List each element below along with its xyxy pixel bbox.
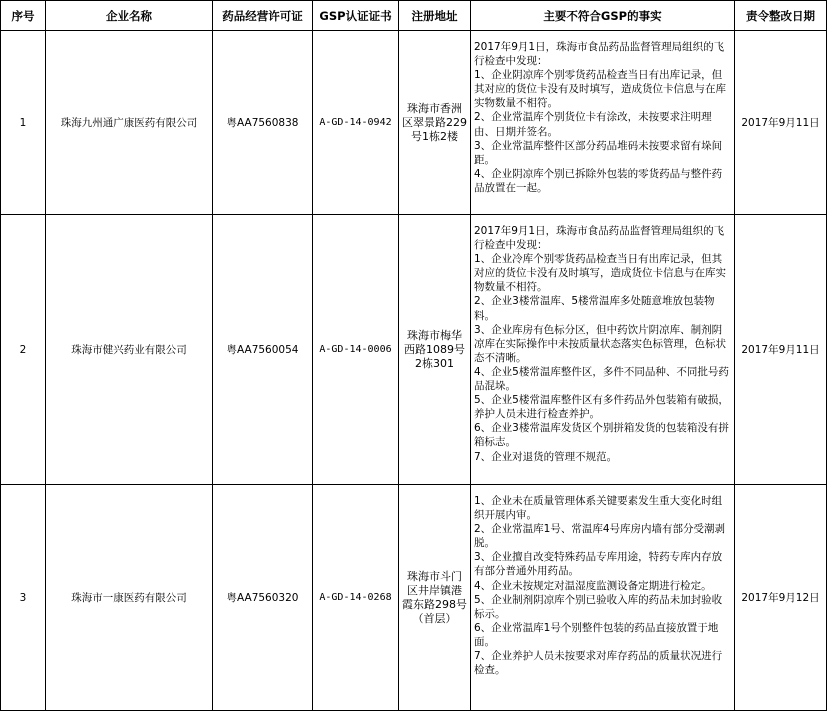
fact-item: 2、企业常温库1号、常温库4号库房内墙有部分受潮剥脱。 <box>474 523 726 550</box>
header-company: 企业名称 <box>46 1 213 31</box>
table-row <box>1 485 827 711</box>
cell-seq: 1 <box>1 31 46 215</box>
header-facts: 主要不符合GSP的事实 <box>471 1 735 31</box>
fact-item: 3、企业常温库整件区部分药品堆码未按要求留有垛间距。 <box>474 139 723 166</box>
fact-item: 5、企业制剂阴凉库个别已验收入库的药品未加封验收标示。 <box>474 593 723 620</box>
cell-deadline: 2017年9月11日 <box>735 31 827 215</box>
cell-deadline: 2017年9月12日 <box>735 485 827 711</box>
header-license: 药品经营许可证 <box>213 1 313 31</box>
table-row <box>1 215 827 485</box>
cell-license: 粤AA7560054 <box>213 215 313 485</box>
header-address: 注册地址 <box>399 1 471 31</box>
fact-item: 4、企业未按规定对温湿度监测设备定期进行检定。 <box>474 579 712 592</box>
cell-facts <box>471 215 735 485</box>
fact-item: 6、企业常温库1号个别整件包装的药品直接放置于地面。 <box>474 621 719 648</box>
fact-item: 4、企业阴凉库个别已拆除外包装的零货药品与整件药品放置在一起。 <box>474 167 723 194</box>
cell-deadline: 2017年9月11日 <box>735 215 827 485</box>
fact-item: 1、企业未在质量管理体系关键要素发生重大变化时组织开展内审。 <box>474 495 723 522</box>
fact-item: 7、企业对退货的管理不规范。 <box>474 450 618 463</box>
cell-license: 粤AA7560838 <box>213 31 313 215</box>
fact-item: 2、企业3楼常温库、5楼常温库多处随意堆放包装物料。 <box>474 295 715 322</box>
cell-license: 粤AA7560320 <box>213 485 313 711</box>
cell-address: 珠海市斗门区井岸镇港霞东路298号（首层） <box>399 485 471 711</box>
cell-address: 珠海市梅华西路1089号2栋301 <box>399 215 471 485</box>
fact-item: 2、企业常温库个别货位卡有涂改，未按要求注明理由、日期并签名。 <box>474 111 712 138</box>
cell-address: 珠海市香洲区翠景路229号1栋2楼 <box>399 31 471 215</box>
fact-item: 1、企业阴凉库个别零货药品检查当日有出库记录，但其对应的货位卡没有及时填写，造成货位卡信息与在库实物数量不相符。 <box>474 69 726 110</box>
cell-seq: 3 <box>1 485 46 711</box>
cell-company: 珠海市健兴药业有限公司 <box>46 215 213 485</box>
table-row <box>1 31 827 215</box>
cell-gsp-cert: A-GD-14-0006 <box>313 215 399 485</box>
cell-facts <box>471 485 735 711</box>
facts-intro: 2017年9月1日，珠海市食品药品监督管理局组织的飞行检查中发现： <box>474 41 725 68</box>
facts-intro: 2017年9月1日，珠海市食品药品监督管理局组织的飞行检查中发现： <box>474 225 725 252</box>
cell-facts <box>471 31 735 215</box>
header-row <box>1 1 827 31</box>
fact-item: 7、企业养护人员未按要求对库存药品的质量状况进行检查。 <box>474 650 723 677</box>
cell-gsp-cert: A-GD-14-0942 <box>313 31 399 215</box>
fact-item: 3、企业擅自改变特殊药品专库用途，特药专库内存放有部分普通外用药品。 <box>474 551 723 578</box>
fact-item: 3、企业库房有色标分区，但中药饮片阴凉库、制剂阴凉库在实际操作中未按质量状态落实色标管理，色标状态不清晰。 <box>474 323 726 364</box>
fact-item: 1、企业冷库个别零货药品检查当日有出库记录，但其对应的货位卡没有及时填写，造成货位卡信息与在库实物数量不相符。 <box>474 253 726 294</box>
cell-company: 珠海九州通广康医药有限公司 <box>46 31 213 215</box>
header-gsp-cert: GSP认证证书 <box>313 1 399 31</box>
fact-item: 5、企业5楼常温库整件区有多件药品外包装箱有破损，养护人员未进行检查养护。 <box>474 394 729 421</box>
cell-gsp-cert: A-GD-14-0268 <box>313 485 399 711</box>
header-seq: 序号 <box>1 1 46 31</box>
fact-item: 4、企业5楼常温库整件区，多件不同品种、不同批号药品混垛。 <box>474 365 729 393</box>
fact-item: 6、企业3楼常温库发货区个别拼箱发货的包装箱没有拼箱标志。 <box>474 422 729 449</box>
cell-seq: 2 <box>1 215 46 485</box>
header-deadline: 责令整改日期 <box>735 1 827 31</box>
cell-company: 珠海市一康医药有限公司 <box>46 485 213 711</box>
